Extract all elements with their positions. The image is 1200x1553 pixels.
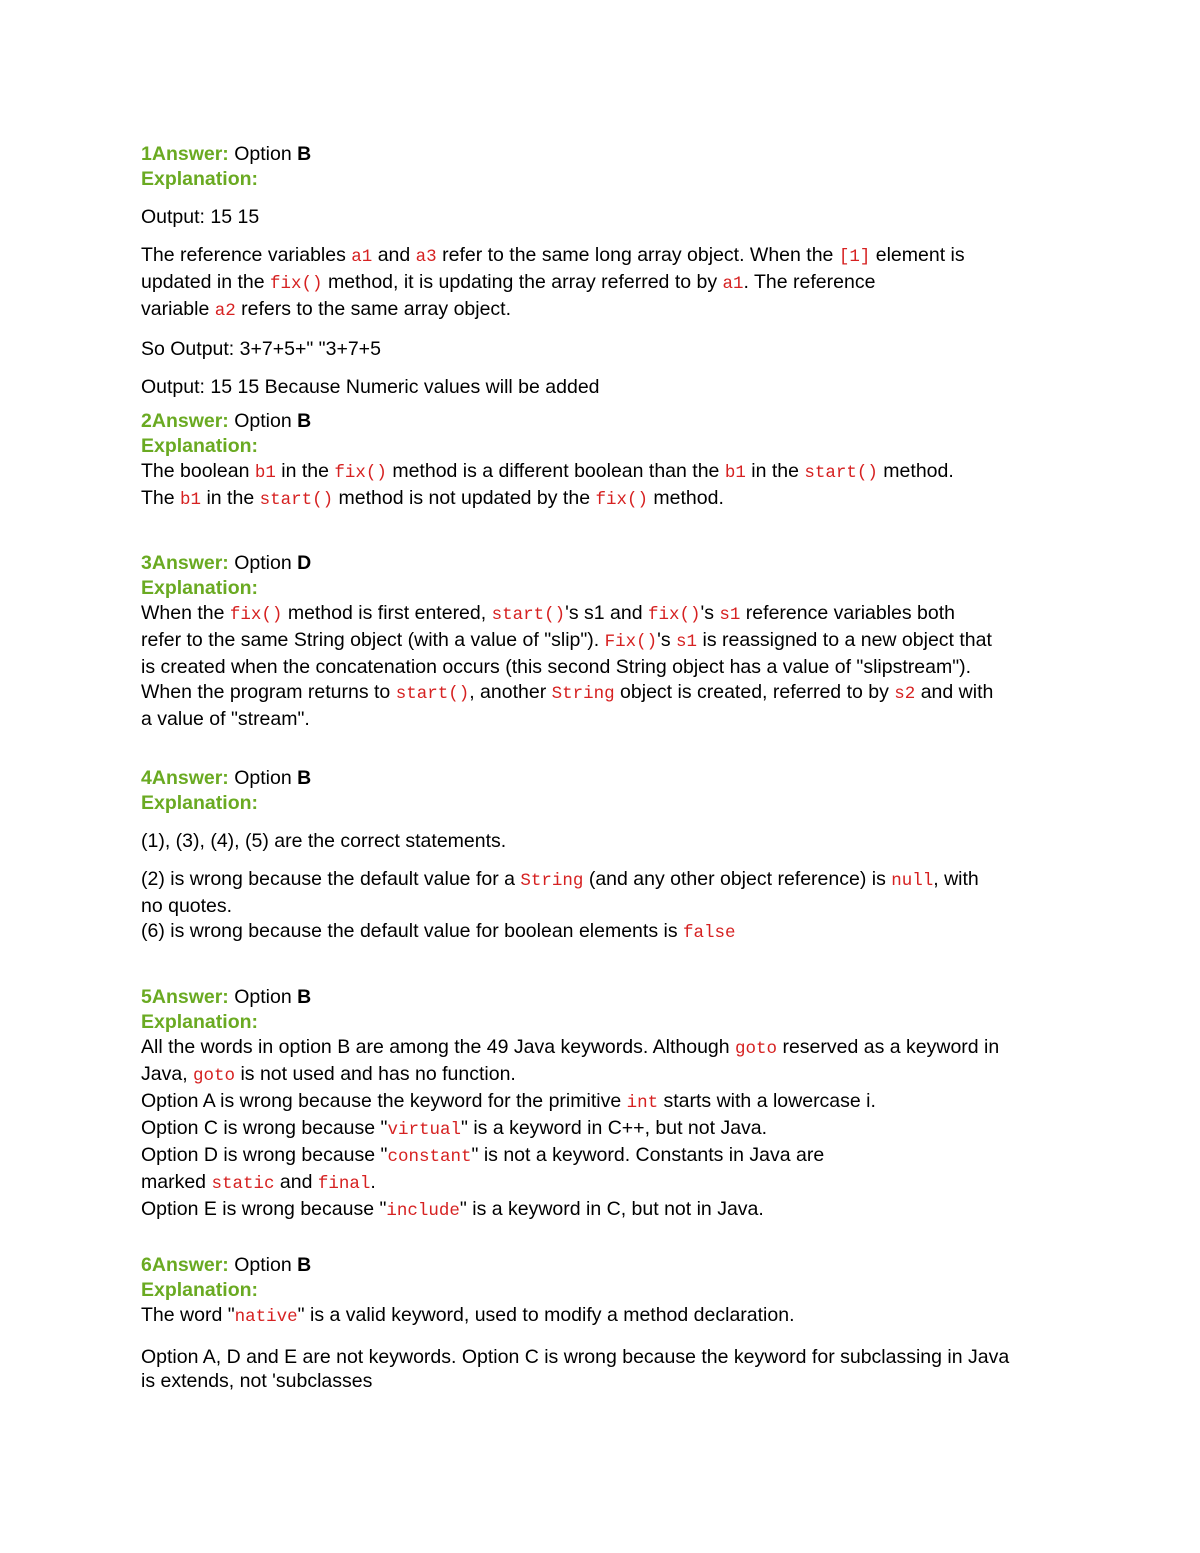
- paragraph-line: (6) is wrong because the default value for boolean elements is false: [141, 920, 736, 943]
- answer-line: [141, 1253, 1071, 1278]
- code-token: false: [682, 923, 736, 943]
- code-token: [1]: [838, 247, 871, 267]
- paragraph-line: Option A, D and E are not keywords. Option C is wrong because the keyword for subclassing in Java: [141, 1346, 1010, 1368]
- code-token: a2: [214, 301, 236, 321]
- code-token: b1: [254, 463, 276, 483]
- option-label: Option: [234, 1254, 292, 1276]
- paragraph-line: When the fix() method is first entered, start()'s s1 and fix()'s s1 reference variables both: [141, 602, 956, 625]
- answer-label: Answer:: [151, 410, 229, 432]
- question-number: 2: [141, 410, 152, 432]
- code-token: include: [386, 1201, 460, 1221]
- code-token: fix(): [229, 605, 283, 625]
- paragraph-line: a value of "stream".: [141, 708, 310, 730]
- answer-block-4: [141, 766, 1071, 946]
- paragraph-line: Option A is wrong because the keyword for the primitive int starts with a lowercase i.: [141, 1090, 876, 1113]
- answer-label: Answer:: [151, 1254, 229, 1276]
- paragraph-line: The word "native" is a valid keyword, used to modify a method declaration.: [141, 1304, 795, 1327]
- code-token: fix(): [595, 490, 648, 510]
- code-token: goto: [193, 1066, 236, 1086]
- option-label: Option: [234, 552, 292, 574]
- code-token: goto: [735, 1039, 778, 1059]
- explanation-label: Explanation:: [141, 435, 259, 457]
- code-token: a3: [415, 247, 437, 267]
- code-token: a1: [722, 274, 744, 294]
- paragraph-line: Option D is wrong because "constant" is not a keyword. Constants in Java are: [141, 1144, 825, 1167]
- paragraph-line: When the program returns to start(), another String object is created, referred to by s2 and with: [141, 681, 994, 704]
- code-token: String: [520, 871, 584, 891]
- answer-block-6: [141, 1253, 1071, 1392]
- code-token: String: [551, 684, 615, 704]
- paragraph-line: The b1 in the start() method is not updated by the fix() method.: [141, 487, 724, 510]
- explanation-label: Explanation:: [141, 1011, 259, 1033]
- paragraph-line: refer to the same String object (with a value of "slip"). Fix()'s s1 is reassigned to a new object that: [141, 629, 992, 652]
- paragraph-line: is created when the concatenation occurs (this second String object has a value of "slipstream").: [141, 656, 972, 678]
- output-text: Output: 15 15: [141, 206, 260, 228]
- answer-line: [141, 766, 1071, 791]
- code-token: static: [211, 1174, 275, 1194]
- explanation-label: Explanation:: [141, 1279, 259, 1301]
- code-token: start(): [491, 605, 566, 625]
- code-token: constant: [387, 1147, 472, 1167]
- explanation-label: Explanation:: [141, 577, 259, 599]
- answer-line: [141, 985, 1071, 1010]
- option-label: Option: [234, 986, 292, 1008]
- code-token: a1: [351, 247, 373, 267]
- explanation-label: Explanation:: [141, 168, 259, 190]
- output-text: Output: 15 15 Because Numeric values will be added: [141, 376, 600, 398]
- code-token: start(): [804, 463, 878, 483]
- paragraph-line: (2) is wrong because the default value for a String (and any other object reference) is null, with: [141, 868, 979, 891]
- code-token: b1: [180, 490, 202, 510]
- option-label: Option: [234, 767, 292, 789]
- answer-line: [141, 409, 1071, 434]
- option-letter: B: [297, 1254, 312, 1276]
- answer-block-3: [141, 551, 1071, 732]
- paragraph-line: The boolean b1 in the fix() method is a different boolean than the b1 in the start() method.: [141, 460, 954, 483]
- explanation-label: Explanation:: [141, 792, 259, 814]
- option-letter: D: [297, 552, 312, 574]
- code-token: fix(): [647, 605, 701, 625]
- code-token: native: [234, 1307, 298, 1327]
- paragraph-line: Option E is wrong because "include" is a keyword in C, but not in Java.: [141, 1198, 764, 1221]
- answer-block-2: [141, 409, 1071, 513]
- code-token: s2: [894, 684, 916, 704]
- answer-label: Answer:: [151, 986, 229, 1008]
- answer-block-5: [141, 985, 1071, 1224]
- code-token: fix(): [270, 274, 323, 294]
- paragraph-line: marked static and final.: [141, 1171, 376, 1194]
- paragraph-line: variable a2 refers to the same array object.: [141, 298, 512, 321]
- option-label: Option: [234, 410, 292, 432]
- question-number: 1: [141, 143, 152, 165]
- option-letter: B: [297, 767, 312, 789]
- answer-label: Answer:: [151, 552, 229, 574]
- so-output-text: So Output: 3+7+5+" "3+7+5: [141, 338, 381, 360]
- code-token: b1: [724, 463, 746, 483]
- question-number: 5: [141, 986, 152, 1008]
- answer-block-1: [141, 142, 1071, 400]
- paragraph-line: The reference variables a1 and a3 refer to the same long array object. When the [1] element is: [141, 244, 965, 267]
- question-number: 4: [141, 767, 152, 789]
- paragraph-line: All the words in option B are among the 49 Java keywords. Although goto reserved as a keyword in: [141, 1036, 1000, 1059]
- paragraph-line: updated in the fix() method, it is updating the array referred to by a1. The reference: [141, 271, 876, 294]
- code-token: Fix(): [604, 632, 658, 652]
- question-number: 3: [141, 552, 152, 574]
- question-number: 6: [141, 1254, 152, 1276]
- code-token: int: [626, 1093, 659, 1113]
- answer-line: [141, 142, 1071, 167]
- code-token: start(): [395, 684, 470, 704]
- paragraph-line: (1), (3), (4), (5) are the correct statements.: [141, 830, 507, 852]
- paragraph-line: Option C is wrong because "virtual" is a keyword in C++, but not Java.: [141, 1117, 768, 1140]
- answer-label: Answer:: [151, 143, 229, 165]
- option-letter: B: [297, 410, 312, 432]
- answer-line: [141, 551, 1071, 576]
- option-letter: B: [297, 986, 312, 1008]
- code-token: s1: [676, 632, 698, 652]
- paragraph-line: is extends, not 'subclasses: [141, 1370, 373, 1392]
- code-token: null: [891, 871, 934, 891]
- option-label: Option: [234, 143, 292, 165]
- code-token: start(): [259, 490, 334, 510]
- paragraph-line: Java, goto is not used and has no function.: [141, 1063, 516, 1086]
- option-letter: B: [297, 143, 312, 165]
- code-token: final: [317, 1174, 371, 1194]
- code-token: s1: [719, 605, 741, 625]
- answer-label: Answer:: [151, 767, 229, 789]
- code-token: virtual: [387, 1120, 461, 1140]
- code-token: fix(): [334, 463, 387, 483]
- paragraph-line: no quotes.: [141, 895, 233, 917]
